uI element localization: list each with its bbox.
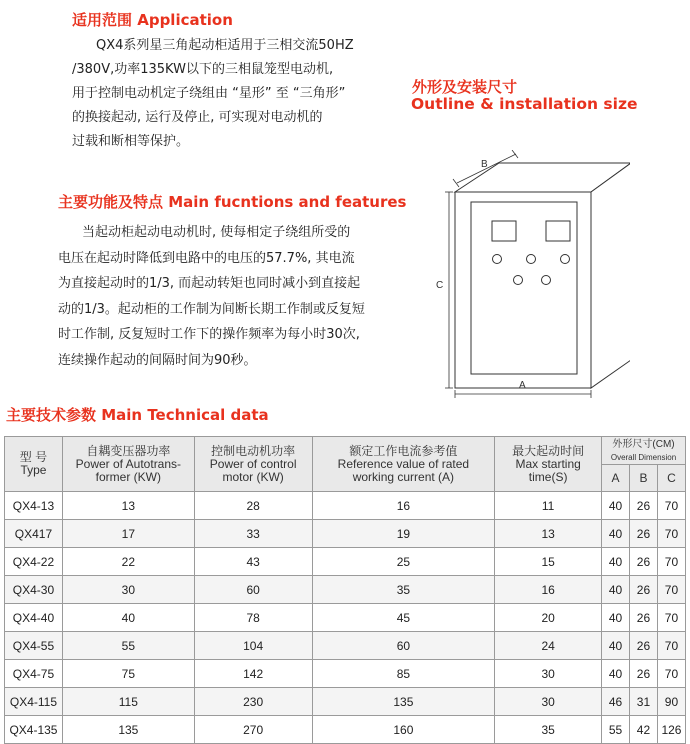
cell-starting-time: 30 [495, 688, 602, 716]
features-line: 电压在起动时降低到电路中的电压的57.7%, 其电流 [58, 250, 355, 266]
cell-dim-b: 26 [630, 576, 658, 604]
cell-dim-a: 55 [602, 716, 630, 744]
cell-starting-time: 16 [495, 576, 602, 604]
outline-heading-en: Outline & installation size [411, 95, 638, 113]
cell-autotransformer-power: 13 [62, 492, 194, 520]
cell-dim-a: 40 [602, 492, 630, 520]
features-line: 动的1/3。起动柜的工作制为间断长期工作制或反复短 [58, 301, 365, 317]
cell-motor-power: 60 [194, 576, 312, 604]
cell-dim-c: 70 [657, 492, 685, 520]
application-text [72, 34, 354, 154]
cell-dim-a: 40 [602, 632, 630, 660]
cell-rated-current: 19 [312, 520, 495, 548]
label-a: A [519, 380, 526, 391]
cell-dim-c: 90 [657, 688, 685, 716]
table-row [5, 492, 686, 520]
features-line: 时工作制, 反复短时工作下的操作频率为每小时30次, [58, 327, 360, 342]
cell-starting-time: 13 [495, 520, 602, 548]
header-control-motor [194, 437, 312, 492]
outline-heading-cn: 外形及安装尺寸 [412, 78, 518, 96]
cell-autotransformer-power: 30 [62, 576, 194, 604]
features-line: 连续操作起动的间隔时间为90秒。 [58, 352, 257, 368]
features-line: 当起动柜起动电动机时, 使每相定子绕组所受的 [82, 225, 351, 240]
cell-motor-power: 43 [194, 548, 312, 576]
cell-type: QX4-22 [5, 548, 63, 576]
cell-motor-power: 142 [194, 660, 312, 688]
table-row [5, 604, 686, 632]
cell-type: QX4-115 [5, 688, 63, 716]
cell-rated-current: 16 [312, 492, 495, 520]
cell-dim-b: 42 [630, 716, 658, 744]
header-starting-time [495, 437, 602, 492]
header-current-cn: 额定工作电流参考值 [349, 443, 458, 458]
cell-dim-a: 40 [602, 604, 630, 632]
cell-rated-current: 45 [312, 604, 495, 632]
header-dim-b: B [630, 465, 658, 492]
features-text [58, 220, 365, 373]
application-line: /380V,功率135KW以下的三相鼠笼型电动机, [72, 62, 334, 77]
cell-starting-time: 20 [495, 604, 602, 632]
cell-motor-power: 270 [194, 716, 312, 744]
header-time-en: Max starting [515, 456, 581, 471]
cell-autotransformer-power: 22 [62, 548, 194, 576]
header-type-cn: 型 号 [19, 450, 48, 464]
cell-type: QX417 [5, 520, 63, 548]
header-time-cn: 最大起动时间 [512, 443, 585, 458]
table-row [5, 548, 686, 576]
application-heading: 适用范围 Application [72, 11, 233, 29]
header-type [5, 437, 63, 492]
application-line: 的换接起动, 运行及停止, 可实现对电动机的 [72, 110, 323, 125]
features-line: 为直接起动时的1/3, 而起动转矩也同时减小到直接起 [58, 276, 361, 291]
header-type-en: Type [20, 463, 47, 477]
cell-rated-current: 85 [312, 660, 495, 688]
header-autotransformer [62, 437, 194, 492]
header-dim-c: C [657, 465, 685, 492]
cell-dim-c: 70 [657, 660, 685, 688]
cell-autotransformer-power: 17 [62, 520, 194, 548]
cell-rated-current: 135 [312, 688, 495, 716]
features-heading: 主要功能及特点 Main fucntions and features [58, 193, 407, 211]
label-c: C [436, 280, 444, 291]
cell-dim-b: 26 [630, 604, 658, 632]
cell-autotransformer-power: 115 [62, 688, 194, 716]
technical-data-table [4, 436, 686, 744]
header-dimension-en: Overall Dimension [610, 452, 677, 462]
header-dimension-cn: 外形尺寸(CM) [612, 438, 675, 450]
cell-type: QX4-135 [5, 716, 63, 744]
header-auto-en: Power of Autotrans- [75, 456, 182, 471]
header-current-en: working current (A) [352, 469, 455, 484]
header-motor-en: Power of control [209, 456, 297, 471]
cell-dim-a: 40 [602, 576, 630, 604]
table-row [5, 688, 686, 716]
cell-dim-a: 46 [602, 688, 630, 716]
application-line: 用于控制电动机定子绕组由 “星形” 至 “三角形” [72, 86, 346, 101]
cell-autotransformer-power: 75 [62, 660, 194, 688]
cell-motor-power: 230 [194, 688, 312, 716]
cell-dim-c: 126 [657, 716, 685, 744]
cell-rated-current: 25 [312, 548, 495, 576]
header-motor-cn: 控制电动机功率 [211, 443, 296, 458]
header-motor-en: motor (KW) [222, 469, 284, 484]
cell-starting-time: 30 [495, 660, 602, 688]
cell-starting-time: 15 [495, 548, 602, 576]
cell-type: QX4-75 [5, 660, 63, 688]
header-auto-cn: 自耦变压器功率 [86, 443, 171, 458]
cell-dim-b: 31 [630, 688, 658, 716]
table-row [5, 716, 686, 744]
cell-dim-c: 70 [657, 548, 685, 576]
table-row [5, 632, 686, 660]
cell-starting-time: 11 [495, 492, 602, 520]
cell-dim-b: 26 [630, 632, 658, 660]
application-line: QX4系列星三角起动柜适用于三相交流50HZ [96, 38, 354, 53]
table-row [5, 660, 686, 688]
table-row [5, 520, 686, 548]
dimension-c [436, 192, 453, 388]
cell-dim-b: 26 [630, 660, 658, 688]
cell-autotransformer-power: 135 [62, 716, 194, 744]
cell-autotransformer-power: 40 [62, 604, 194, 632]
cell-starting-time: 24 [495, 632, 602, 660]
cell-starting-time: 35 [495, 716, 602, 744]
cell-rated-current: 35 [312, 576, 495, 604]
tech-heading: 主要技术参数 Main Technical data [6, 406, 269, 424]
cell-dim-c: 70 [657, 520, 685, 548]
application-line: 过载和断相等保护。 [72, 134, 190, 149]
cell-motor-power: 28 [194, 492, 312, 520]
cell-motor-power: 78 [194, 604, 312, 632]
cell-motor-power: 33 [194, 520, 312, 548]
cell-dim-c: 70 [657, 604, 685, 632]
header-time-en: time(S) [528, 469, 568, 484]
cell-dim-c: 70 [657, 632, 685, 660]
table-row [5, 576, 686, 604]
cell-dim-c: 70 [657, 576, 685, 604]
header-dim-a: A [602, 465, 630, 492]
cell-dim-a: 40 [602, 520, 630, 548]
cell-type: QX4-40 [5, 604, 63, 632]
header-auto-en: former (KW) [95, 469, 161, 484]
label-b: B [481, 159, 488, 170]
header-rated-current [312, 437, 495, 492]
cabinet-body [455, 163, 630, 388]
cell-dim-a: 40 [602, 548, 630, 576]
cell-dim-b: 26 [630, 520, 658, 548]
cell-motor-power: 104 [194, 632, 312, 660]
cell-type: QX4-30 [5, 576, 63, 604]
header-current-en: Reference value of rated [337, 456, 470, 471]
cell-dim-b: 26 [630, 548, 658, 576]
cell-type: QX4-55 [5, 632, 63, 660]
cell-autotransformer-power: 55 [62, 632, 194, 660]
cabinet-outline-diagram [430, 150, 630, 400]
cell-dim-b: 26 [630, 492, 658, 520]
cell-rated-current: 160 [312, 716, 495, 744]
cell-rated-current: 60 [312, 632, 495, 660]
cell-type: QX4-13 [5, 492, 63, 520]
header-dimension [602, 437, 686, 465]
cell-dim-a: 40 [602, 660, 630, 688]
